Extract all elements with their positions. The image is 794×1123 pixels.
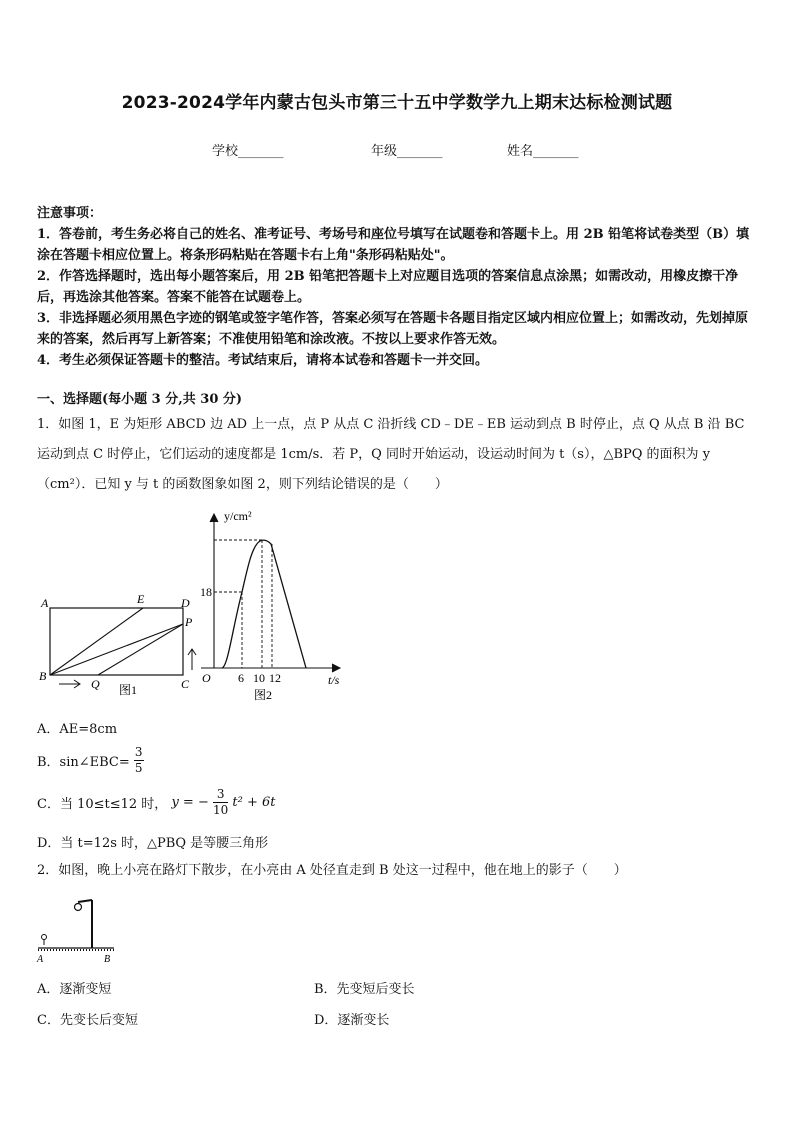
label-a-q2: A	[37, 954, 44, 965]
q1-option-c-fraction	[213, 787, 228, 818]
notes-block	[37, 203, 759, 371]
y-tick-18: 18	[200, 585, 212, 599]
note-item: 2．作答选择题时，选出每小题答案后，用 2B 铅笔把答题卡上对应题目选项的答案信息点涂黑；如需改动，用橡皮擦干净后，再选涂其他答案。答案不能答在试题卷上。	[37, 269, 739, 305]
lamp-arm	[78, 900, 92, 902]
fraction-denominator: 10	[213, 803, 229, 817]
fraction-denominator: 5	[134, 761, 143, 775]
section-title: 一、选择题(每小题 3 分,共 30 分)	[37, 392, 243, 407]
grade-blank: _______	[397, 144, 443, 159]
q1-option-b-fraction	[134, 745, 144, 776]
label-p: P	[185, 615, 193, 629]
note-item: 1．答卷前，考生务必将自己的姓名、准考证号、考场号和座位号填写在试题卷和答题卡上。用 2B 铅笔将试卷类型（B）填涂在答题卡相应位置上。将条形码粘贴在答题卡右上角"条形码粘贴处"。	[37, 227, 750, 263]
q1-option-c-prefix: C．当 10≤t≤12 时，	[37, 797, 168, 812]
q2-option-c: C．先变长后变短	[37, 1013, 138, 1028]
figure-q2	[34, 890, 124, 965]
fraction-numerator: 3	[134, 745, 143, 759]
school-blank: _______	[238, 144, 284, 159]
name-field	[507, 140, 579, 159]
x-axis-arrow	[332, 664, 340, 672]
figure-2-caption: 图2	[254, 688, 273, 702]
segment-be	[50, 608, 143, 675]
grade-label: 年级	[371, 144, 398, 159]
x-tick-10: 10	[253, 671, 265, 685]
name-label: 姓名	[507, 144, 534, 159]
q2-option-a: A．逐渐变短	[37, 982, 112, 997]
q1-option-d: D．当 t=12s 时，△PBQ 是等腰三角形	[37, 836, 269, 851]
x-axis-label: t/s	[328, 673, 340, 687]
label-b: B	[39, 669, 47, 683]
y-axis-label: y/cm²	[224, 509, 252, 523]
label-c: C	[181, 677, 190, 691]
note-item: 4．考生必须保证答题卡的整洁。考试结束后，请将本试卷和答题卡一并交回。	[37, 353, 489, 368]
q1-option-c-rhs: t² + 6t	[232, 795, 276, 810]
question-1-stem: 1．如图 1，E 为矩形 ABCD 边 AD 上一点，点 P 从点 C 沿折线 CD﹣DE﹣EB 运动到点 B 时停止，点 Q 从点 B 沿 BC 运动到点 C 时停止，它们运动的速度都是 1cm/s．若 P，Q 同时开始运动，设运动时间为 t（s），△BPQ 的面积为 y（cm²）．已知 y 与 t 的函数图象如图 2，则下列结论错误的是（ ）	[37, 417, 745, 492]
school-label: 学校	[212, 144, 239, 159]
lamp-bulb	[75, 904, 82, 911]
name-blank: _______	[533, 144, 579, 159]
graph-curve	[222, 540, 306, 668]
q1-option-b	[37, 745, 144, 776]
q2-option-d: D．逐渐变长	[314, 1013, 390, 1028]
segment-bp	[50, 624, 183, 675]
school-field	[212, 140, 284, 159]
q1-option-c-lhs: y = −	[171, 795, 209, 810]
fraction-numerator: 3	[213, 787, 228, 803]
x-tick-6: 6	[238, 671, 244, 685]
person-head	[42, 935, 47, 940]
q1-option-a: A．AE=8cm	[37, 722, 118, 737]
label-b-q2: B	[104, 954, 111, 965]
figure-1	[37, 588, 202, 700]
label-e: E	[137, 592, 145, 606]
origin-label: O	[202, 671, 211, 685]
q1-option-c	[37, 787, 276, 818]
label-q: Q	[91, 677, 100, 691]
note-item: 3．非选择题必须用黑色字迹的钢笔或签字笔作答，答案必须写在答题卡各题目指定区域内相应位置上；如需改动，先划掉原来的答案，然后再写上新答案；不准使用铅笔和涂改液。不按以上要求作答无效。	[37, 311, 749, 347]
x-tick-12: 12	[269, 671, 281, 685]
question-2-stem: 2．如图，晚上小亮在路灯下散步，在小亮由 A 处径直走到 B 处这一过程中，他在地上的影子（ ）	[37, 863, 627, 878]
label-d: D	[181, 596, 190, 610]
label-a: A	[41, 596, 49, 610]
notes-heading: 注意事项：	[37, 206, 103, 221]
figure-2	[196, 506, 346, 706]
q1-option-b-prefix: B．sin∠EBC=	[37, 755, 130, 770]
y-axis-arrow	[210, 514, 218, 522]
grade-field	[371, 140, 443, 159]
figure-1-caption: 图1	[119, 683, 138, 697]
q2-option-b: B．先变短后变长	[314, 982, 415, 997]
page-title: 2023-2024学年内蒙古包头市第三十五中学数学九上期末达标检测试题	[121, 93, 673, 113]
rectangle-abcd	[50, 608, 183, 675]
